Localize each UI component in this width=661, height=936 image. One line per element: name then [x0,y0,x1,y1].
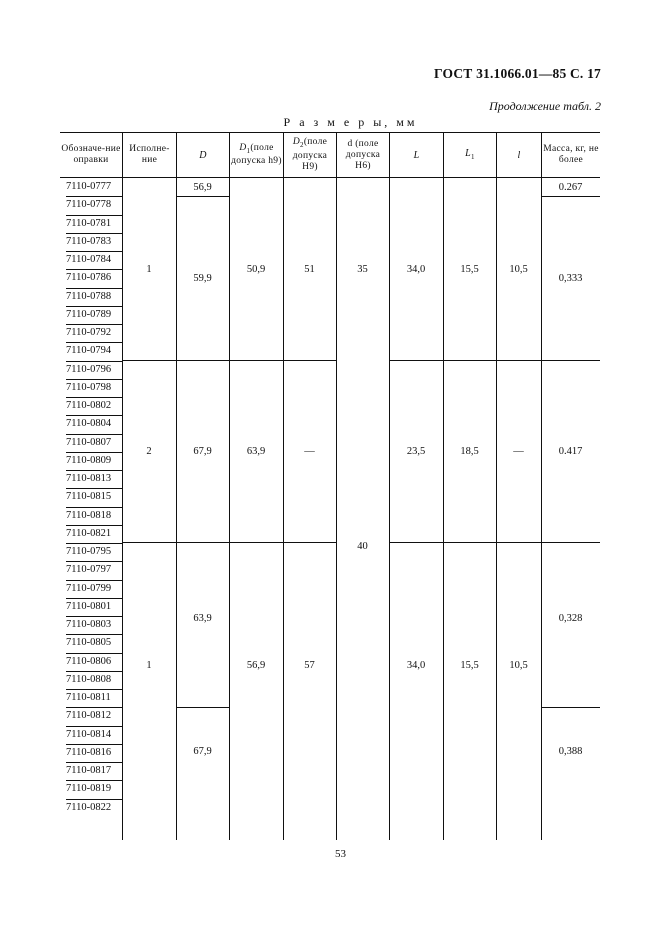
table-row-code: 7110-0816 [66,746,112,758]
header-L1 [444,133,496,177]
header-D1-text [230,143,283,168]
dimensions-caption: Р а з м е р ы, мм [283,115,418,129]
header-D [177,133,229,177]
table-row-code: 7110-0799 [66,582,112,594]
g3-l: 10,5 [509,660,528,671]
g3-mass-b: 0,388 [558,745,583,757]
table-row-code: 7110-0807 [66,436,112,448]
table-row-code: 7110-0814 [66,728,112,740]
table-row-code: 7110-0795 [66,546,112,557]
page-number: 53 [335,848,346,860]
header-mass [542,133,600,177]
table-row-code: 7110-0821 [66,527,112,539]
header-D1-symbol: D [239,142,247,153]
g2-D1: 63,9 [246,446,266,457]
g2-l: — [513,446,524,457]
g2-version: 2 [146,446,152,457]
g2-mass: 0.417 [558,446,583,457]
g1-L: 34,0 [406,263,426,275]
table-row-code: 7110-0808 [66,673,112,685]
header-D2 [284,133,336,177]
header-d [337,133,389,177]
header-D-text: D [199,149,207,161]
table-row-code: 7110-0789 [66,308,112,320]
table-row-code: 7110-0801 [66,600,112,612]
header-D2-sub: 2 [300,140,304,149]
header-version-text: Исполне-ние [129,144,170,165]
header-D2-rest: (поле допуска H9) [292,137,328,172]
g1-d: 35 [357,263,368,275]
g1-L1: 15,5 [460,263,479,275]
table-row-code: 7110-0822 [66,801,112,813]
header-code [60,133,122,177]
table-row-code: 7110-0817 [66,765,112,776]
table-row-code: 7110-0803 [66,619,112,630]
g2-D2: — [304,446,315,457]
g2-L1: 18,5 [460,446,479,457]
table-row-code: 7110-0796 [66,363,112,375]
header-L1-text [465,148,475,163]
table-row-code: 7110-0788 [66,290,112,302]
header-l-text: l [517,149,521,161]
g23-d: 40 [357,540,368,552]
table-row-code: 7110-0811 [66,692,111,703]
g1-mass-b: 0,333 [558,272,583,284]
table-row-code: 7110-0792 [66,327,112,338]
g3-D1: 56,9 [246,660,266,671]
header-mass-text: Масса, кг, не более [543,144,599,165]
header-L1-sub: 1 [471,152,475,161]
table-row-code: 7110-0815 [66,491,112,503]
table-row-code: 7110-0797 [66,564,112,576]
header-L-text: L [413,149,420,161]
header-D2-text [284,137,336,173]
header-d-text: d (поле допуска H6) [345,138,381,171]
header-L [390,133,443,177]
g3-D-a: 63,9 [193,612,212,624]
document-reference: ГОСТ 31.1066.01—85 С. 17 [434,66,601,81]
table-row-code: 7110-0819 [66,783,112,795]
table-row-code: 7110-0778 [66,199,112,211]
table-row-code: 7110-0783 [66,235,112,247]
table-row-code: 7110-0809 [66,454,112,466]
table-row-code: 7110-0813 [66,473,112,484]
g3-mass-a: 0,328 [558,612,583,624]
table-row-code: 7110-0794 [66,345,112,357]
g3-L1: 15,5 [460,660,479,671]
table-row-code: 7110-0805 [66,637,112,649]
g3-L: 34,0 [406,660,426,671]
header-D2-symbol: D [292,137,300,148]
g1-D2: 51 [304,263,315,275]
table-row-code: 7110-0812 [66,710,112,722]
g1-mass-a: 0.267 [558,181,583,193]
g1-D-a: 56,9 [193,181,212,193]
table-row-code: 7110-0781 [66,217,112,229]
g1-D1: 50,9 [246,263,266,275]
header-L1-symbol: L [465,147,472,159]
table-row-code: 7110-0806 [66,655,112,667]
table-row-code: 7110-0786 [66,272,112,284]
table-row-code: 7110-0784 [66,254,112,265]
header-D1 [230,133,283,177]
table-row-code: 7110-0777 [66,181,112,192]
g2-D: 67,9 [193,446,212,457]
table-continuation-note: Продолжение табл. 2 [489,99,601,113]
header-code-text: Обозначе-ние оправки [61,144,121,165]
g1-l: 10,5 [509,263,528,275]
header-D1-sub: 1 [246,146,251,155]
table-row-code: 7110-0804 [66,418,112,430]
g3-D-b: 67,9 [193,745,212,757]
table-row-code: 7110-0818 [66,509,112,521]
g3-version: 1 [146,660,152,671]
g1-D-b: 59,9 [193,272,212,284]
g2-L: 23,5 [406,446,426,457]
header-l [497,133,541,177]
header-D1-rest: (поле допуска h9) [231,142,282,167]
table-row-code: 7110-0802 [66,400,112,411]
table-row-code: 7110-0798 [66,381,112,393]
header-version [123,133,176,177]
g1-version: 1 [146,263,152,275]
g3-D2: 57 [304,660,315,671]
